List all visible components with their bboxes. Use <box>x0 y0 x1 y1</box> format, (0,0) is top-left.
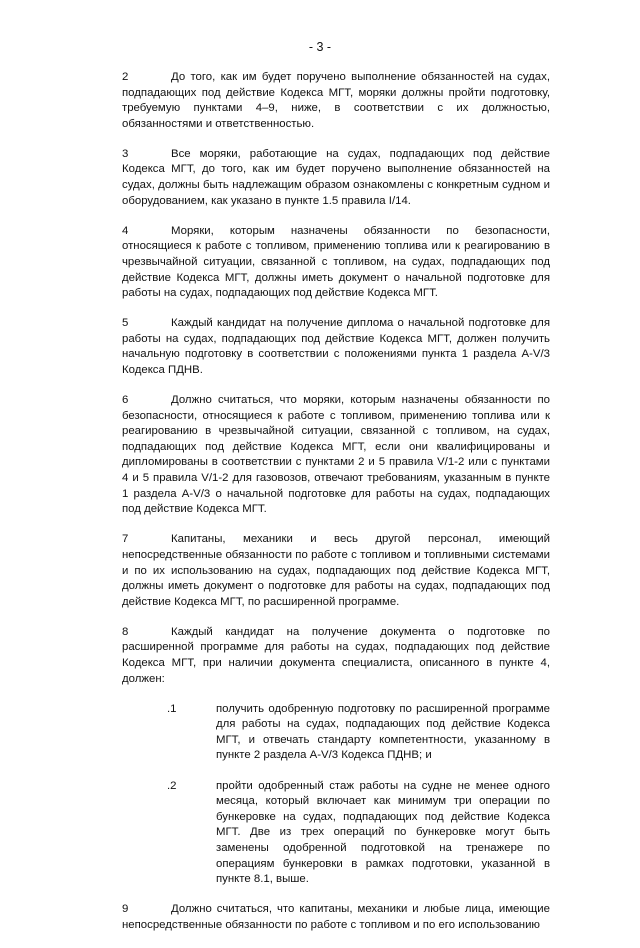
paragraph-text: Должно считаться, что моряки, которым назначены обязанности по безопасности, относящиеся к работе с топливом, применению топлива или к реагированию в чрезвычайной ситуации, связанной с топливом, на судах, подпадающих под действие Кодекса МГТ, если они квалифицированы и дипломированы в соответствии с пунктами 2 и 5 правила V/1-2 или с пунктами 4 и 5 правила V/1-2 для газовозов, отвечают требованиям, указанным в пункте 1 раздела A-V/3 о начальной подготовке для работы на судах, подпадающих под действие Кодекса МГТ. <box>122 394 550 516</box>
paragraph-text: Каждый кандидат на получение диплома о начальной подготовке для работы на судах, подпадающих под действие Кодекса МГТ, должен получить начальную подготовку в соответствии с положениями пункта 1 раздела A-V/3 Кодекса ПДНВ. <box>122 317 550 376</box>
paragraph-number: 3 <box>122 147 129 160</box>
document-body <box>122 70 550 948</box>
paragraph-2 <box>122 70 550 132</box>
paragraph-8 <box>122 625 550 687</box>
paragraph-text: Капитаны, механики и весь другой персонал, имеющий непосредственные обязанности по работе с топливом и топливными системами и по их использованию на судах, подпадающих под действие Кодекса МГТ, должны иметь документ о подготовке для работы на судах, подпадающих под действие Кодекса МГТ, по расширенной программе. <box>122 533 550 608</box>
paragraph-number: 8 <box>122 625 129 638</box>
paragraph-text: До того, как им будет поручено выполнение обязанностей на судах, подпадающих под действие Кодекса МГТ, моряки должны пройти подготовку, требуемую пунктами 4–9, ниже, в соответствии с их должностью, обязанностями и ответственностью. <box>122 71 550 130</box>
paragraph-4 <box>122 224 550 302</box>
paragraph-text: Должно считаться, что капитаны, механики и любые лица, имеющие непосредственные обязанности по работе с топливом и по его использованию <box>122 903 550 931</box>
subitem-number: .2 <box>167 779 177 792</box>
paragraph-7 <box>122 532 550 610</box>
paragraph-text: Каждый кандидат на получение документа о подготовке по расширенной программе для работы на судах, подпадающих под действие Кодекса МГТ, при наличии документа специалиста, описанного в пункте 4, должен: <box>122 625 550 685</box>
subitem-text: пройти одобренный стаж работы на судне не менее одного месяца, который включает как минимум три операции по бункеровке на судах, подпадающих под действие Кодекса МГТ. Две из трех операций по бункеровке могут быть заменены одобренной подготовкой на тренажере по операциям бункеровки в рамках подготовки, указанной в пункте 8.1, выше. <box>216 779 550 886</box>
paragraph-9 <box>122 902 550 933</box>
paragraph-text: Все моряки, работающие на судах, подпадающих под действие Кодекса МГТ, до того, как им будет поручено выполнение обязанностей на судах, должны быть надлежащим образом ознакомлены с конкретным судном и оборудованием, как указано в пункте 1.5 правила I/14. <box>122 147 550 207</box>
paragraph-number: 7 <box>122 533 129 546</box>
paragraph-number: 2 <box>122 71 129 83</box>
paragraph-number: 6 <box>122 394 129 407</box>
subitem-8-1 <box>122 702 550 764</box>
subitem-8-2 <box>122 779 550 888</box>
paragraph-number: 5 <box>122 317 129 330</box>
paragraph-3 <box>122 147 550 209</box>
paragraph-number: 4 <box>122 224 129 237</box>
paragraph-number: 9 <box>122 903 129 916</box>
paragraph-text: Моряки, которым назначены обязанности по безопасности, относящиеся к работе с топливом, применению топлива или к реагированию в чрезвычайной ситуации, связанной с топливом, на судах, подпадающих под действие Кодекса МГТ, должны иметь документ о начальной подготовке для работы на судах, подпадающих под действие Кодекса МГТ. <box>122 224 550 300</box>
paragraph-5 <box>122 316 550 378</box>
page-number: - 3 - <box>308 40 332 54</box>
paragraph-6 <box>122 393 550 518</box>
subitem-text: получить одобренную подготовку по расширенной программе для работы на судах, подпадающих под действие Кодекса МГТ, и отвечать стандарту компетентности, указанному в пункте 2 раздела A-V/3 Кодекса ПДНВ; и <box>216 702 550 762</box>
subitem-number: .1 <box>167 702 177 715</box>
